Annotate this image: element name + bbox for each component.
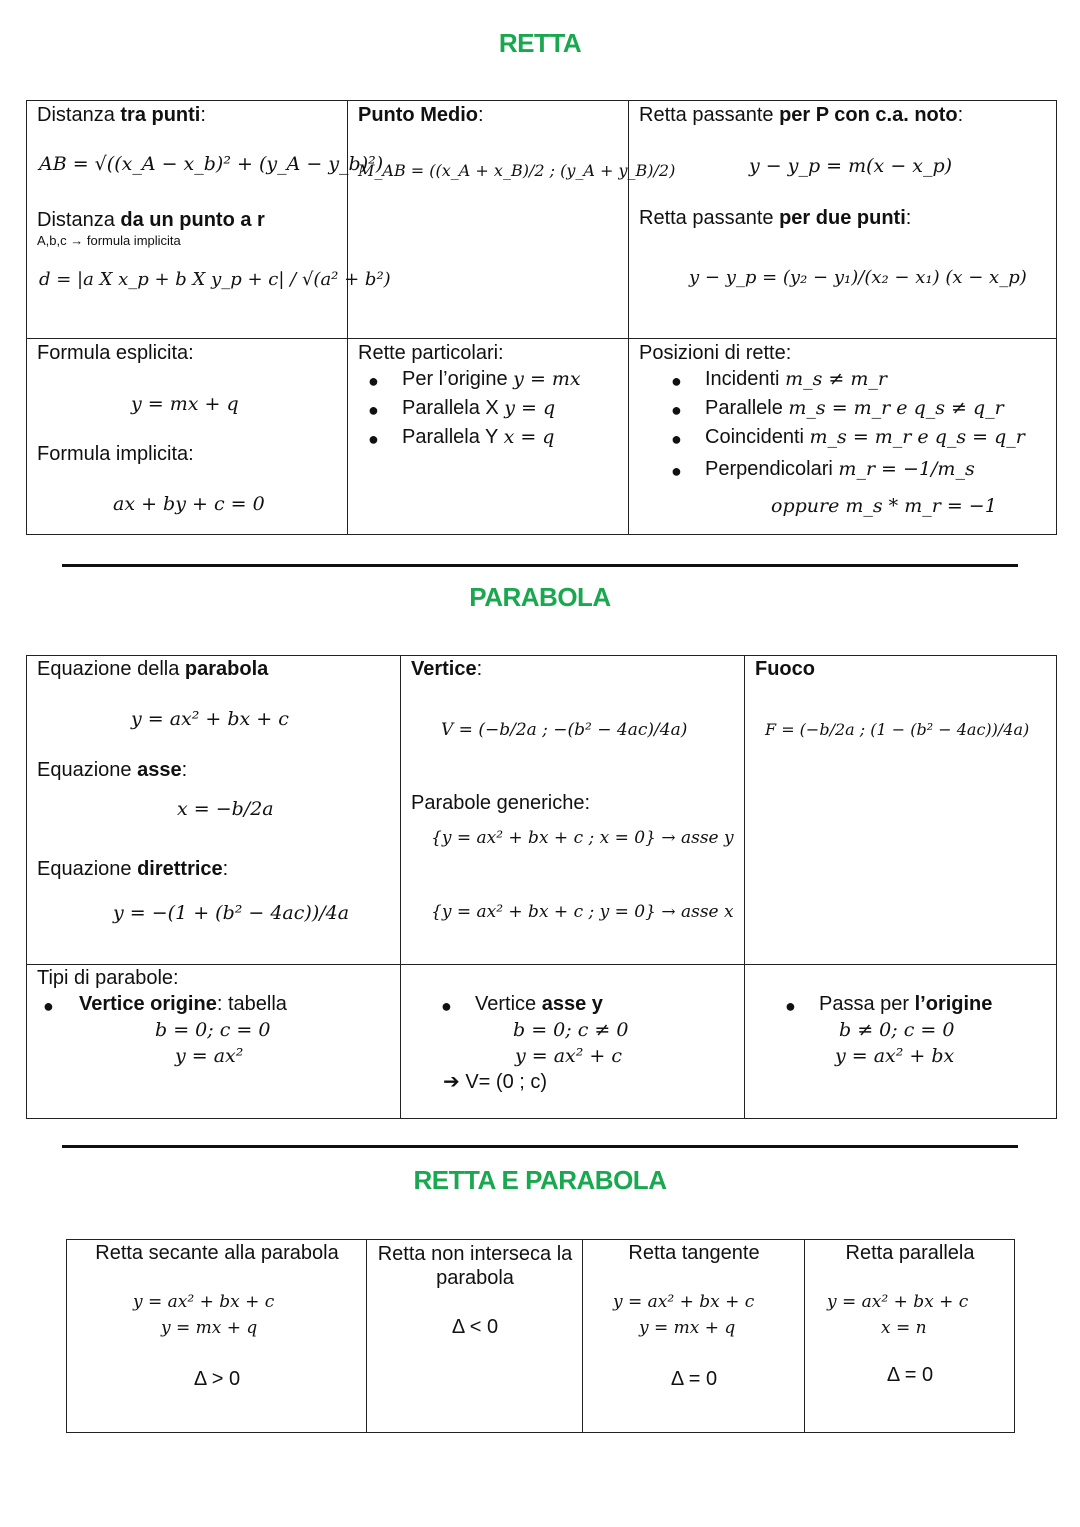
bullet: ● — [43, 996, 54, 1016]
tipo2-vertex: ➔ V= (0 ; c) — [443, 1071, 548, 1093]
distanza-formula: AB = √((x_A − x_b)² + (y_A − y_b)²) — [39, 153, 384, 175]
bullet: ● — [671, 400, 682, 420]
retta-table — [26, 100, 1057, 535]
posizione-item: Coincidenti m_s = m_r e q_s = q_r — [705, 426, 1025, 448]
section-title-retta: RETTA — [498, 28, 582, 58]
implicita-formula: ax + by + c = 0 — [113, 493, 265, 515]
esplicita-label: Formula esplicita: — [37, 342, 194, 364]
tangente-cell — [583, 1240, 805, 1433]
parallela-system-1: y = ax² + bx + c — [827, 1292, 969, 1312]
tipo3-f2: y = ax² + bx — [835, 1045, 955, 1067]
parallela-title: Retta parallela — [845, 1242, 975, 1264]
non-interseca-delta: Δ < 0 — [451, 1316, 499, 1338]
tangente-system-1: y = ax² + bx + c — [613, 1292, 755, 1312]
punto-retta-formula: d = |a X x_p + b X y_p + c| / √(a² + b²) — [39, 269, 391, 290]
tipo3-f1: b ≠ 0; c = 0 — [839, 1019, 955, 1041]
eq-formula: y = ax² + bx + c — [131, 708, 289, 730]
secante-system-1: y = ax² + bx + c — [133, 1292, 275, 1312]
equazione-cell — [27, 656, 401, 965]
tipo1-heading: Vertice origine: tabella — [79, 993, 287, 1015]
particolari-label: Rette particolari: — [358, 342, 504, 364]
oppure-formula: oppure m_s * m_r = −1 — [771, 495, 997, 517]
asse-heading: Equazione asse: — [37, 759, 188, 781]
retta-due-heading: Retta passante per due punti: — [639, 207, 912, 229]
secante-title: Retta secante alla parabola — [95, 1242, 339, 1264]
posizioni-cell — [629, 339, 1057, 535]
punto-medio-heading: Punto Medio: — [358, 104, 484, 126]
bullet: ● — [671, 429, 682, 449]
bullet: ● — [441, 996, 452, 1016]
retta-parabola-table — [66, 1239, 1015, 1433]
tipi-label: Tipi di parabole: — [37, 967, 179, 989]
vertice-heading: Vertice: — [411, 658, 483, 680]
posizione-item: Perpendicolari m_r = −1/m_s — [705, 458, 975, 480]
section-title-parabola: PARABOLA — [469, 582, 611, 612]
posizione-item: Incidenti m_s ≠ m_r — [705, 368, 887, 390]
vertice-formula: V = (−b/2a ; −(b² − 4ac)/4a) — [441, 720, 688, 740]
tipo1-f1: b = 0; c = 0 — [155, 1019, 271, 1041]
retta-passante-cell — [629, 101, 1057, 339]
tangente-system-2: y = mx + q — [639, 1318, 736, 1338]
retta-ca-heading: Retta passante per P con c.a. noto: — [639, 104, 964, 126]
esplicita-formula: y = mx + q — [131, 393, 239, 415]
secante-cell — [67, 1240, 367, 1433]
tipo1-f2: y = ax² — [175, 1045, 244, 1067]
punto-retta-heading: Distanza da un punto a r — [37, 209, 265, 231]
bullet: ● — [671, 371, 682, 391]
fuoco-cell — [745, 656, 1057, 965]
tipo-origine-cell — [745, 965, 1057, 1119]
distanza-cell — [27, 101, 391, 339]
bullet: ● — [368, 400, 379, 420]
punto-retta-note: A,b,c → formula implicita — [37, 233, 181, 248]
parallela-system-2: x = n — [881, 1318, 927, 1338]
divider — [62, 1145, 1018, 1148]
particolare-item: Parallela Y x = q — [402, 426, 555, 448]
secante-system-2: y = mx + q — [161, 1318, 258, 1338]
retta-ca-formula: y − y_p = m(x − x_p) — [749, 155, 953, 177]
posizione-item: Parallele m_s = m_r e q_s ≠ q_r — [705, 397, 1004, 419]
bullet: ● — [785, 996, 796, 1016]
fuoco-formula: F = (−b/2a ; (1 − (b² − 4ac))/4a) — [765, 720, 1030, 739]
punto-medio-formula: M_AB = ((x_A + x_B)/2 ; (y_A + y_B)/2) — [358, 161, 676, 180]
section-title-retta-parabola: RETTA E PARABOLA — [413, 1165, 667, 1195]
generiche-system-y: {y = ax² + bx + c ; x = 0} → asse y — [431, 828, 734, 848]
rette-particolari-cell — [348, 339, 629, 535]
secante-delta: Δ > 0 — [193, 1368, 241, 1390]
parallela-cell — [805, 1240, 1015, 1433]
formula-cell — [27, 339, 348, 535]
bullet: ● — [368, 371, 379, 391]
generiche-system-x: {y = ax² + bx + c ; y = 0} → asse x — [431, 902, 734, 922]
vertice-cell — [401, 656, 745, 965]
particolare-item: Per l’origine y = mx — [402, 368, 581, 390]
retta-due-formula: y − y_p = (y₂ − y₁)/(x₂ − x₁) (x − x_p) — [689, 267, 1027, 288]
asse-formula: x = −b/2a — [177, 798, 274, 820]
non-interseca-title: Retta non interseca la parabola — [377, 1243, 573, 1289]
posizioni-label: Posizioni di rette: — [639, 342, 792, 364]
tipo-vertice-origine-cell — [27, 965, 401, 1119]
divider — [62, 564, 1018, 567]
tangente-delta: Δ = 0 — [670, 1368, 718, 1390]
parallela-delta: Δ = 0 — [886, 1364, 934, 1386]
implicita-label: Formula implicita: — [37, 443, 194, 465]
bullet: ● — [671, 461, 682, 481]
tipo-asse-y-cell — [401, 965, 745, 1119]
direttrice-heading: Equazione direttrice: — [37, 858, 229, 880]
non-interseca-cell — [367, 1240, 583, 1433]
tipo2-heading: Vertice asse y — [475, 993, 603, 1015]
punto-medio-cell — [348, 101, 676, 339]
tangente-title: Retta tangente — [628, 1242, 760, 1264]
eq-heading: Equazione della parabola — [37, 658, 269, 680]
particolare-item: Parallela X y = q — [402, 397, 556, 419]
arrow-right-icon: ➔ — [443, 1071, 466, 1093]
distanza-heading: Distanza tra punti: — [37, 104, 206, 126]
tipo2-f2: y = ax² + c — [515, 1045, 623, 1067]
bullet: ● — [368, 429, 379, 449]
tipo2-f1: b = 0; c ≠ 0 — [513, 1019, 629, 1041]
tipo3-heading: Passa per l’origine — [819, 993, 993, 1015]
parabola-table — [26, 655, 1057, 1119]
generiche-label: Parabole generiche: — [411, 792, 591, 814]
fuoco-heading: Fuoco — [755, 658, 815, 680]
direttrice-formula: y = −(1 + (b² − 4ac))/4a — [113, 902, 350, 924]
